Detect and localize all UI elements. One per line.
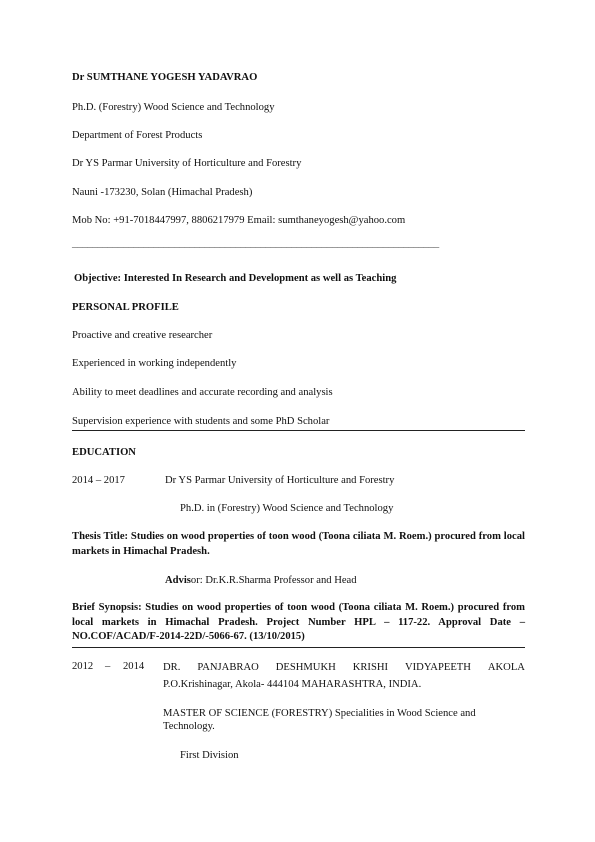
- education-heading: EDUCATION: [72, 447, 136, 458]
- profile-item: Ability to meet deadlines and accurate recording and analysis: [72, 387, 333, 398]
- candidate-department: Department of Forest Products: [72, 130, 203, 141]
- synopsis-text: : Studies on wood properties of toon wood (Toona ciliata M. Roem.) procured from local markets in Himachal Pradesh. Project Number HPL – 117-22. Approval Date – NO.COF/ACAD/F-2014-22D/-5066-67. (13/10/2015): [72, 602, 525, 642]
- msc-institution: [163, 661, 525, 674]
- profile-item: Proactive and creative researcher: [72, 330, 213, 341]
- msc-year-dash: –: [105, 661, 111, 672]
- candidate-address: Nauni -173230, Solan (Himachal Pradesh): [72, 187, 253, 198]
- advisor-label: Advis: [165, 575, 191, 586]
- section-divider: [72, 430, 525, 431]
- brief-synopsis: [72, 601, 525, 645]
- msc-year-start: 2012: [72, 661, 94, 672]
- msc-institution-word: PANJABRAO: [197, 662, 259, 673]
- msc-division: First Division: [180, 750, 239, 761]
- candidate-name: Dr SUMTHANE YOGESH YADAVRAO: [72, 72, 258, 83]
- advisor-name: or: Dr.K.R.Sharma Professor and Head: [190, 575, 357, 586]
- objective-statement: Objective: Interested In Research and Development as well as Teaching: [74, 273, 397, 284]
- candidate-university: Dr YS Parmar University of Horticulture and Forestry: [72, 158, 302, 169]
- synopsis-label: Brief Synopsis: [72, 602, 139, 613]
- profile-heading: PERSONAL PROFILE: [72, 302, 179, 313]
- msc-institution-word: AKOLA: [487, 662, 525, 673]
- section-divider: [72, 647, 525, 648]
- msc-institution-word: DR.: [163, 662, 181, 673]
- phd-years: 2014 – 2017: [72, 475, 125, 486]
- thesis-title: Thesis Title: Studies on wood properties of toon wood (Toona ciliata M. Roem.) procured from local markets in Himachal Pradesh.: [72, 531, 525, 557]
- profile-item: Supervision experience with students and some PhD Scholar: [72, 416, 330, 427]
- msc-year-end: 2014: [123, 661, 145, 672]
- phd-institution: Dr YS Parmar University of Horticulture and Forestry: [165, 475, 395, 486]
- candidate-degree: Ph.D. (Forestry) Wood Science and Technology: [72, 102, 275, 113]
- msc-institution-word: DESHMUKH: [275, 662, 336, 673]
- phd-degree: Ph.D. in (Forestry) Wood Science and Technology: [180, 503, 394, 514]
- advisor-line: [165, 574, 357, 587]
- msc-institution-word: VIDYAPEETH: [405, 662, 471, 673]
- msc-address: P.O.Krishinagar, Akola- 444104 MAHARASHTRA, INDIA.: [163, 679, 422, 690]
- header-separator: ________________________________________________________________________: [72, 238, 439, 249]
- candidate-contact: Mob No: +91-7018447997, 8806217979 Email: sumthaneyogesh@yahoo.com: [72, 215, 406, 226]
- profile-item: Experienced in working independently: [72, 358, 237, 369]
- msc-institution-word: KRISHI: [352, 662, 389, 673]
- msc-degree-continued: Technology.: [163, 721, 215, 732]
- msc-degree: MASTER OF SCIENCE (FORESTRY) Specialities in Wood Science and: [163, 708, 476, 719]
